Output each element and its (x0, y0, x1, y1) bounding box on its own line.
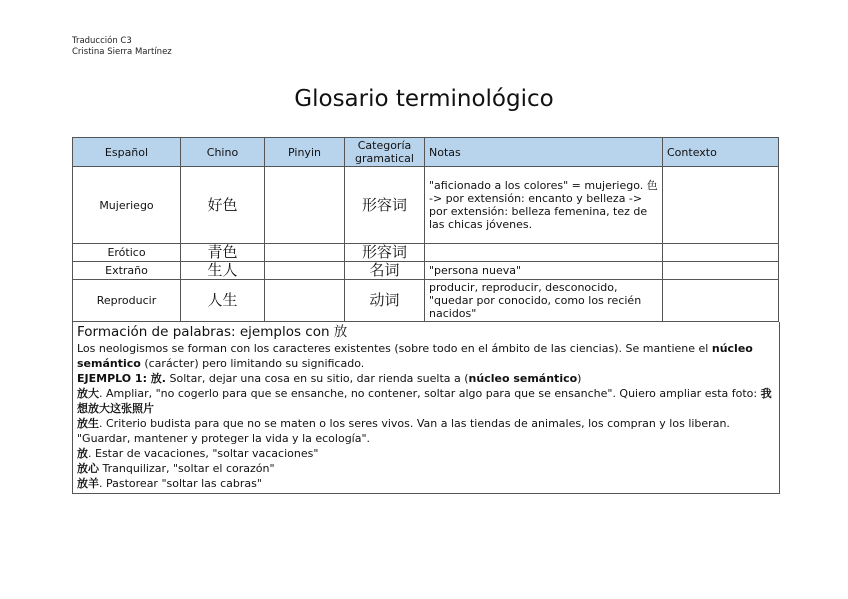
cell-notas: "aficionado a los colores" = mujeriego. 色 -> por extensión: encanto y belleza -> por extensión: belleza femenina, tez de las chicas jóvenes. (425, 167, 663, 244)
intro-bold: núcleo semántico (77, 342, 753, 370)
header-espanol: Español (73, 138, 181, 167)
table-row (73, 262, 779, 280)
course-label: Traducción C3 (72, 36, 132, 46)
table-row (73, 244, 779, 262)
entry-word: 放羊 (77, 477, 99, 490)
entry-word: 放大 (77, 387, 99, 400)
example-close: ) (577, 372, 582, 385)
intro-text-end: (carácter) pero limitando su significado. (140, 357, 365, 370)
header-notas: Notas (425, 138, 663, 167)
cell-pinyin (265, 244, 345, 262)
cell-pinyin (265, 280, 345, 322)
document-header (72, 36, 172, 58)
page-title: Glosario terminológico (294, 86, 554, 112)
cell-pinyin (265, 167, 345, 244)
cell-contexto (663, 280, 779, 322)
entry-example-zh: 我想放大这张照片 (77, 387, 772, 415)
cell-chino: 生人 (181, 262, 265, 280)
cell-contexto (663, 262, 779, 280)
header-contexto: Contexto (663, 138, 779, 167)
cell-notas (425, 244, 663, 262)
table-header-row (73, 138, 779, 167)
cell-espanol: Mujeriego (73, 167, 181, 244)
cell-notas: "persona nueva" (425, 262, 663, 280)
author-name: Cristina Sierra Martínez (72, 47, 172, 57)
example-label: EJEMPLO 1: 放. (77, 372, 166, 385)
cell-contexto (663, 167, 779, 244)
cell-chino: 青色 (181, 244, 265, 262)
cell-categoria: 形容词 (345, 167, 425, 244)
header-pinyin: Pinyin (265, 138, 345, 167)
cell-pinyin (265, 262, 345, 280)
entry-fangda (77, 386, 775, 416)
header-chino: Chino (181, 138, 265, 167)
entry-word: 放心 (77, 462, 99, 475)
entry-text: . Ampliar, "no cogerlo para que se ensanche, no contener, soltar algo para que se ensanche". Quiero ampliar esta foto: (99, 387, 761, 400)
entry-text: Tranquilizar, "soltar el corazón" (99, 462, 275, 475)
cell-espanol: Extraño (73, 262, 181, 280)
glossary-table (72, 137, 779, 322)
cell-categoria: 形容词 (345, 244, 425, 262)
word-formation-section (72, 322, 780, 494)
entry-word: 放 (77, 447, 88, 460)
intro-text: Los neologismos se forman con los caracteres existentes (sobre todo en el ámbito de las ciencias). Se mantiene el (77, 342, 712, 355)
table-row (73, 280, 779, 322)
entry-text: . Criterio budista para que no se maten o los seres vivos. Van a las tiendas de animales, los compran y los liberan. "Guardar, mantener y proteger la vida y la ecología". (77, 417, 730, 445)
example-1 (77, 371, 775, 386)
entry-word: 放生 (77, 417, 99, 430)
cell-espanol: Erótico (73, 244, 181, 262)
cell-espanol: Reproducir (73, 280, 181, 322)
entry-fangsheng (77, 416, 775, 446)
cell-categoria: 动词 (345, 280, 425, 322)
example-bold: núcleo semántico (468, 372, 578, 385)
cell-contexto (663, 244, 779, 262)
entry-text: . Pastorear "soltar las cabras" (99, 477, 262, 490)
example-text: Soltar, dejar una cosa en su sitio, dar rienda suelta a ( (166, 372, 469, 385)
entry-fangxin (77, 461, 775, 476)
cell-categoria: 名词 (345, 262, 425, 280)
cell-chino: 人生 (181, 280, 265, 322)
section-heading: Formación de palabras: ejemplos con 放 (77, 324, 348, 340)
table-row (73, 167, 779, 244)
cell-notas: producir, reproducir, desconocido, "quedar por conocido, como los recién nacidos" (425, 280, 663, 322)
intro-paragraph (77, 341, 775, 371)
entry-fangyang (77, 476, 775, 491)
header-categoria: Categoría gramatical (345, 138, 425, 167)
entry-text: . Estar de vacaciones, "soltar vacaciones" (88, 447, 319, 460)
cell-chino: 好色 (181, 167, 265, 244)
entry-fang (77, 446, 775, 461)
